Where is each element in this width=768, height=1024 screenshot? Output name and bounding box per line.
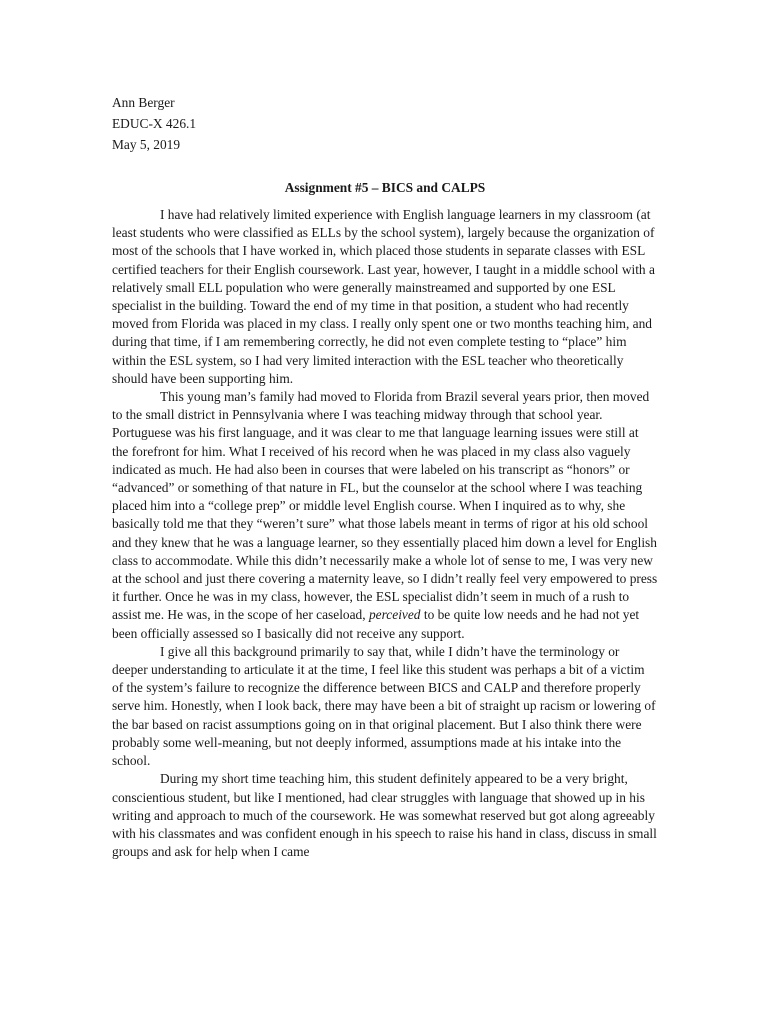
course-code: EDUC-X 426.1 [112, 116, 197, 131]
paragraph-1: I have had relatively limited experience with English language learners in my classroom (at least students who were classified as ELLs by the school system), largely because the organization of most of the schools that I have worked in, which placed those students in separate classes with ESL certified teachers for their English coursework. Last year, however, I taught in a middle school with a relatively small ELL population who were generally mainstreamed and supported by one ESL specialist in the building. Toward the end of my time in that position, a student who had recently moved from Florida was placed in my class. I really only spent one or two months teaching him, and during that time, if I am remembering correctly, he did not even complete testing to “place” him within the ESL system, so I had very limited interaction with the ESL teacher who theoretically should have been supporting him. [112, 207, 655, 386]
paragraph-2-text-b: to be quite low needs and he had not yet been officially assessed so I basically did not receive any support. [112, 607, 640, 641]
paragraph-2 [112, 388, 658, 643]
paragraph-2-emphasis: perceived [368, 607, 421, 623]
author-name: Ann Berger [112, 95, 175, 110]
assignment-title: Assignment #5 – BICS and CALPS [284, 180, 486, 195]
paragraph-2-text-a: This young man’s family had moved to Florida from Brazil several years prior, then moved to the small district in Pennsylvania where I was teaching midway through that school year. Portuguese was his first language, and it was clear to me that language learning issues were still at the forefront for him. What I received of his record when he was placed in my class also vaguely indicated as much. He had also been in courses that were labeled on his transcript as “honors” or “advanced” or something of that nature in FL, but the counselor at the school where I was teaching placed him into a “college prep” or middle level English course. When I inquired as to why, she basically told me that they “weren’t sure” what those labels meant in terms of rigor at his old school and they knew that he was a language learner, so they essentially placed him down a level for English class to accommodate. While this didn’t necessarily make a whole lot of sense to me, I was very new at the school and just there covering a maternity leave, so I didn’t really feel very empowered to press it further. Once he was in my class, however, the ESL specialist didn’t seem in much of a rush to assist me. He was, in the scope of her caseload, [112, 389, 658, 623]
paragraph-3: I give all this background primarily to say that, while I didn’t have the terminology or deeper understanding to articulate it at the time, I feel like this student was perhaps a bit of a victim of the system’s failure to recognize the difference between BICS and CALP and therefore properly serve him. Honestly, when I look back, there may have been a bit of straight up racism or lowering of the bar based on racist assumptions going on in that original placement. But I also think there were probably some well-meaning, but not deeply informed, assumptions made at his intake into the school. [112, 643, 656, 769]
document-date: May 5, 2019 [112, 137, 181, 152]
paragraph-4: During my short time teaching him, this student definitely appeared to be a very bright, conscientious student, but like I mentioned, had clear struggles with language that showed up in his writing and approach to much of the coursework. He was somewhat reserved but got along agreeably with his classmates and was confident enough in his speech to raise his hand in class, discuss in small groups and ask for help when I came [112, 771, 657, 860]
